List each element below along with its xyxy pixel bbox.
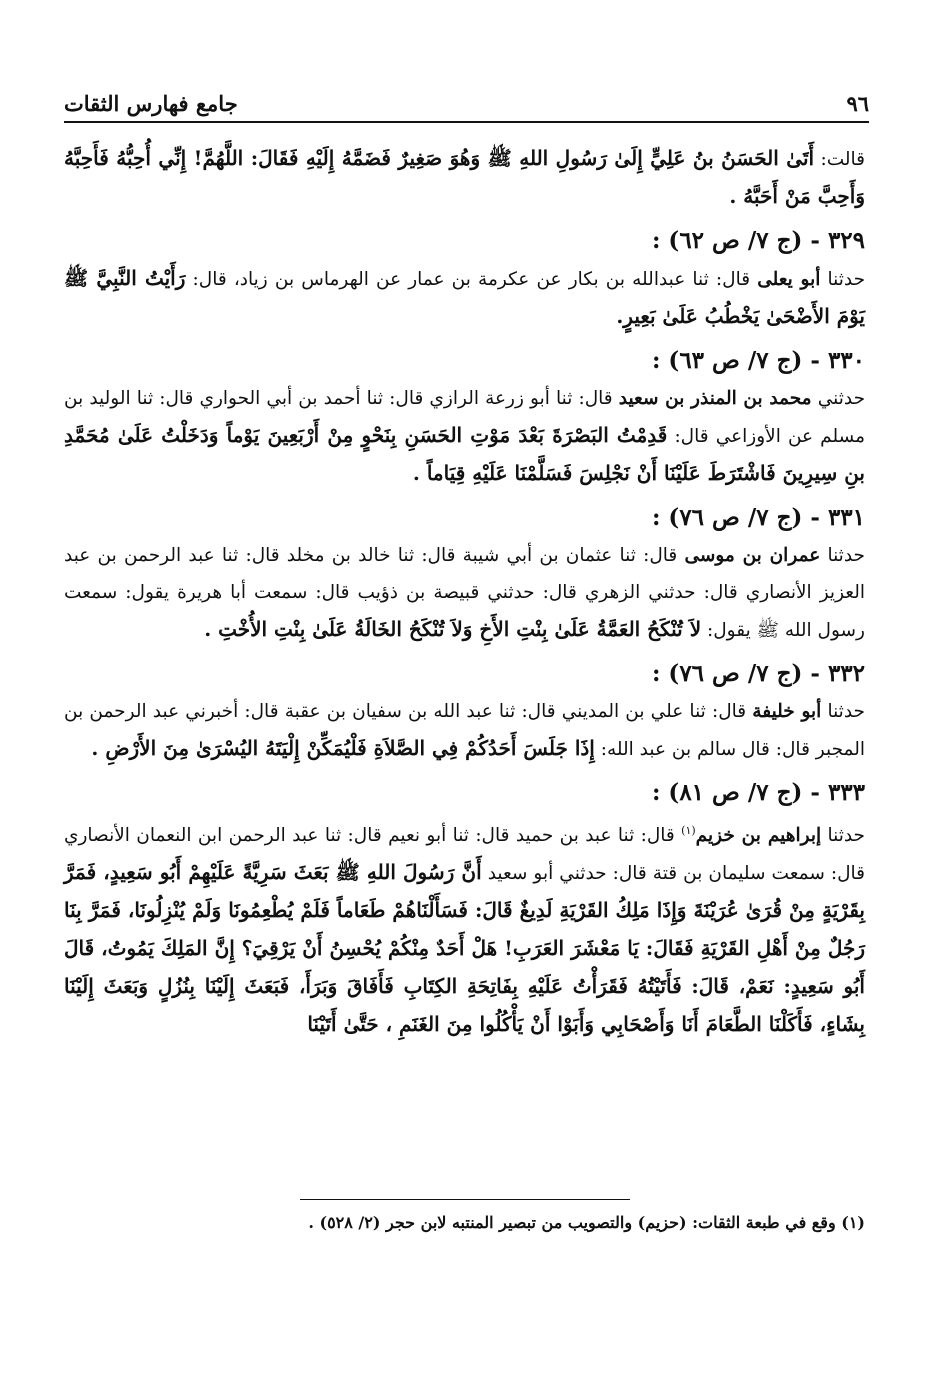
- isnad-chain: قال: ثنا عبدالله بن بكار عن عكرمة بن عمار عن الهرماس بن زياد، قال:: [185, 269, 758, 290]
- hadith-matn: رَأَيْتُ النَّبِيَّ ﷺ يَوْمَ الأَضْحَىٰ يَخْطُبُ عَلَىٰ بَعِيرٍ.: [64, 266, 865, 328]
- narrator-prefix: حدثنا: [820, 545, 865, 566]
- narrator-prefix: حدثنا: [821, 825, 865, 847]
- entry-text-330: [64, 380, 865, 493]
- isnad-chain: قال: ثنا أبو زرعة الرازي قال: ثنا أحمد بن أبي الحواري قال: ثنا الوليد بن مسلم عن الأوزاعي قال:: [64, 388, 866, 447]
- entry-heading-333: ٣٣٣ - (ج ٧/ ص ٨١) :: [651, 779, 865, 806]
- narrator-name: أبو خليفة: [752, 701, 822, 722]
- hadith-matn: لاَ تُنْكَحُ العَمَّةُ عَلَىٰ بِنْتِ الأَخِ وَلاَ تُنْكَحُ الخَالَةُ عَلَىٰ بِنْتِ الأُخْتِ .: [204, 617, 702, 641]
- hadith-matn: أَنَّ رَسُولَ اللهِ ﷺ بَعَثَ سَرِيَّةً عَلَيْهِمْ أَبُو سَعِيدٍ، فَمَرَّ بِقَرْيَةٍ مِنْ قُرَىٰ عُرَيْنَةَ وَإِذَا مَلِكُ القَرْيَةِ لَدِيغٌ قَالَ: فَسَأَلْنَاهُمْ طَعَاماً فَلَمْ يُطْعِمُونَا وَلَمْ يُنْزِلُونَا، فَمَرَّ بِنَا رَجُلٌ مِنْ أَهْلِ القَرْيَةِ فَقَالَ: يَا مَعْشَرَ العَرَبِ! هَلْ أَحَدٌ مِنْكُمْ يُحْسِنُ أَنْ يَرْقِيَ؟ إِنَّ المَلِكَ يَمُوتُ، قَالَ أَبُو سَعِيدٍ: نَعَمْ، قَالَ: فَأَتَيْتُهُ فَقَرَأْتُ عَلَيْهِ بِفَاتِحَةِ الكِتَابِ فَأَفَاقَ وَبَرَأَ، فَبَعَثَ إِلَيْنَا بِنُزُلٍ وَبَعَثَ إِلَيْنَا بِشَاءٍ، فَأَكَلْنَا الطَّعَامَ أَنَا وَأَصْحَابِي وَأَبَوْا أَنْ يَأْكُلُوا مِنَ الغَنَمِ ، حَتَّىٰ أَتَيْنَا: [64, 860, 865, 1037]
- intro-hadith: أَتَىٰ الحَسَنُ بنُ عَلِيٍّ إِلَىٰ رَسُولِ اللهِ ﷺ وَهُوَ صَغِيرٌ فَضَمَّهُ إِلَيْهِ فَقَالَ: اللَّهُمَّ! إِنِّي أُحِبُّهُ فَأَحِبَّهُ وَأَحِبَّ مَنْ أَحَبَّهُ .: [64, 146, 865, 208]
- entry-heading-330: ٣٣٠ - (ج ٧/ ص ٦٣) :: [651, 347, 865, 374]
- narrator-name: أبو يعلى: [757, 269, 821, 290]
- isnad-chain: قال: ثنا عبد بن حميد قال: ثنا أبو نعيم قال: ثنا عبد الرحمن ابن النعمان الأنصاري قال: سمعت سليمان بن قتة قال: حدثني أبو سعيد: [64, 825, 866, 885]
- isnad-chain: قال: ثنا عثمان بن أبي شيبة قال: ثنا خالد بن مخلد قال: ثنا عبد الرحمن بن عبد العزيز الأنصاري قال: حدثني الزهري قال: حدثني قبيصة بن ذؤيب قال: سمعت أبا هريرة يقول: سمعت رسول الله ﷺ يقول:: [64, 545, 865, 641]
- intro-prefix: قالت:: [814, 149, 865, 170]
- isnad-chain: قال: ثنا علي بن المديني قال: ثنا عبد الله بن سفيان بن عقبة قال: أخبرني عبد الرحمن بن المجبر قال: قال سالم بن عبد الله:: [64, 701, 865, 760]
- entry-text-329: [64, 260, 865, 336]
- entry-text-331: [64, 537, 865, 649]
- entry-text-332: [64, 693, 865, 768]
- narrator-prefix: حدثني: [811, 388, 866, 409]
- narrator-prefix: حدثنا: [821, 701, 865, 722]
- narrator-name: محمد بن المنذر بن سعيد: [618, 388, 812, 409]
- intro-paragraph: [64, 140, 865, 216]
- narrator-name: عمران بن موسى: [684, 545, 821, 566]
- footnote-marker: (١): [681, 824, 696, 837]
- page-number: ٩٦: [846, 91, 869, 116]
- footnote: (١) وقع في طبعة الثقات: (حزيم) والتصويب من تبصير المنتبه لابن حجر (٢/ ٥٢٨) .: [308, 1213, 865, 1232]
- entry-heading-332: ٣٣٢ - (ج ٧/ ص ٧٦) :: [651, 660, 865, 687]
- narrator-prefix: حدثنا: [820, 269, 866, 290]
- hadith-matn: قَدِمْتُ البَصْرَةَ بَعْدَ مَوْتِ الحَسَنِ بِنَحْوٍ مِنْ أَرْبَعِينَ يَوْماً وَدَخَلْتُ عَلَىٰ مُحَمَّدِ بنِ سِيرِينَ فَاشْتَرَطَ عَلَيْنَا أَنْ نَجْلِسَ فَسَلَّمْنَا عَلَيْهِ قِيَاماً .: [64, 423, 865, 485]
- footnote-divider: [300, 1199, 630, 1200]
- page-body: [64, 140, 865, 1044]
- entry-heading-331: ٣٣١ - (ج ٧/ ص ٧٦) :: [651, 504, 865, 531]
- header-divider: [64, 121, 869, 123]
- hadith-matn: إِذَا جَلَسَ أَحَدُكُمْ فِي الصَّلاَةِ فَلْيُمَكِّنْ إِلْيَتَهُ اليُسْرَىٰ مِنَ الأَرْضِ .: [91, 736, 595, 760]
- narrator-name: إبراهيم بن خزيم: [695, 825, 822, 847]
- entry-text-333: [64, 812, 865, 1044]
- book-title: جامع فهارس الثقات: [64, 91, 238, 116]
- entry-heading-329: ٣٢٩ - (ج ٧/ ص ٦٢) :: [651, 227, 865, 254]
- page-header: [64, 82, 869, 116]
